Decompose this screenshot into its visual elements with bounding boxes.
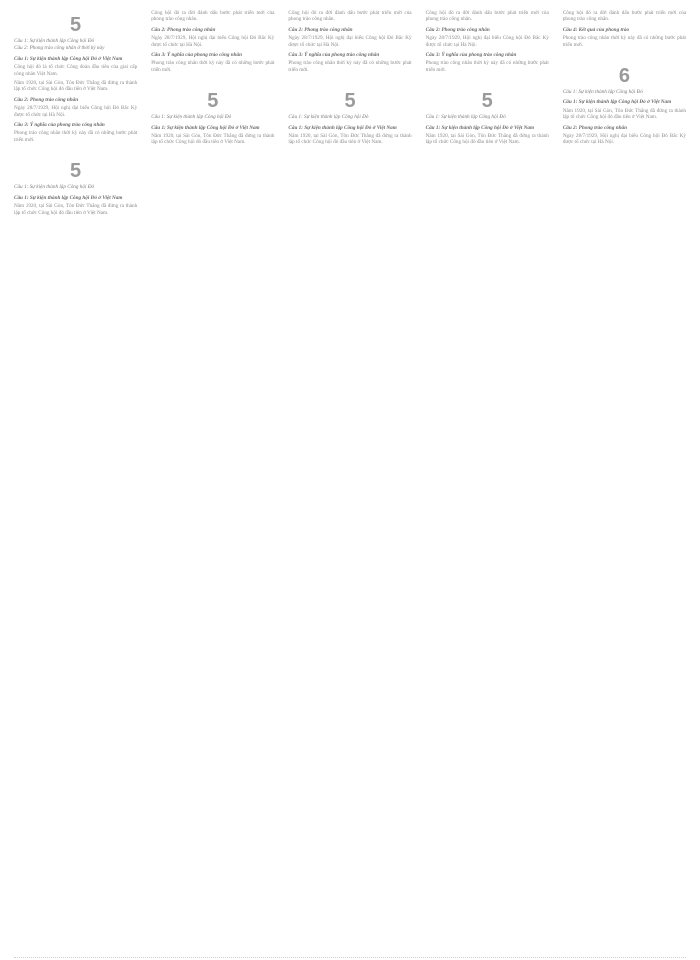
section-heading: Câu 1: Sự kiện thành lập Công hội Đỏ ở Việt Nam [151, 124, 260, 131]
section-number: 5 [481, 90, 493, 113]
paragraph: Ngày 28/7/1929, Hội nghị đại biểu Công hội Đỏ Bắc Kỳ được tổ chức tại Hà Nội. [14, 105, 138, 118]
paragraph: Năm 1920, tại Sài Gòn, Tôn Đức Thắng đã đứng ra thành lập tổ chức Công hội đỏ đầu tiên ở Việt Nam. [14, 80, 138, 93]
section-heading: Câu 1: Sự kiện thành lập Công hội Đỏ ở Việt Nam [425, 124, 534, 131]
paragraph: Công hội đỏ ra đời đánh dấu bước phát triển mới của phong trào công nhân. [288, 10, 412, 23]
paragraph: Công hội đỏ ra đời đánh dấu bước phát triển mới của phong trào công nhân. [151, 10, 275, 23]
paragraph: Phong trào công nhân thời kỳ này đã có những bước phát triển mới. [14, 130, 138, 143]
question-line: Câu 2: Phong trào công nhân ở thời kỳ này [14, 45, 105, 52]
section-heading: Câu 3: Ý nghĩa của phong trào công nhân [14, 122, 105, 129]
section-heading: Câu 2: Phong trào công nhân [288, 26, 353, 33]
section-number: 5 [70, 14, 82, 36]
paragraph: Ngày 28/7/1929, Hội nghị đại biểu Công hội Đỏ Bắc Kỳ được tổ chức tại Hà Nội. [562, 133, 687, 146]
paragraph: Công hội đỏ là tổ chức Công đoàn đầu tiên của giai cấp công nhân Việt Nam. [14, 64, 138, 77]
text-column-2 [151, 10, 274, 960]
paragraph: Năm 1920, tại Sài Gòn, Tôn Đức Thắng đã đứng ra thành lập tổ chức Công hội đỏ đầu tiên ở Việt Nam. [425, 133, 549, 146]
page-divider [14, 957, 686, 958]
section-number: 6 [618, 65, 630, 88]
section-heading: Câu 3: Ý nghĩa của phong trào công nhân [151, 52, 243, 59]
question-line: Câu 1: Sự kiện thành lập Công hội Đỏ [14, 184, 95, 191]
paragraph: Năm 1920, tại Sài Gòn, Tôn Đức Thắng đã đứng ra thành lập tổ chức Công hội đỏ đầu tiên ở Việt Nam. [288, 133, 412, 146]
section-heading: Câu 1: Sự kiện thành lập Công hội Đỏ ở Việt Nam [562, 99, 672, 106]
paragraph: Phong trào công nhân thời kỳ này đã có những bước phát triển mới. [288, 60, 412, 73]
section-heading: Câu 4: Kết quả của phong trào [562, 26, 630, 33]
question-line: Câu 1: Sự kiện thành lập Công hội Đỏ [14, 38, 95, 44]
text-column-5 [563, 10, 686, 960]
section-heading: Câu 2: Phong trào công nhân [151, 26, 216, 33]
paragraph: Phong trào công nhân thời kỳ này đã có những bước phát triển mới. [151, 60, 275, 73]
paragraph: Năm 1920, tại Sài Gòn, Tôn Đức Thắng đã đứng ra thành lập tổ chức Công hội đỏ đầu tiên ở Việt Nam. [14, 203, 138, 216]
text-column-3 [288, 10, 411, 960]
section-heading: Câu 2: Phong trào công nhân [14, 96, 79, 103]
section-heading: Câu 1: Sự kiện thành lập Công hội Đỏ ở Việt Nam [14, 55, 123, 62]
question-line: Câu 1: Sự kiện thành lập Công hội Đỏ [288, 114, 369, 121]
section-heading: Câu 2: Phong trào công nhân [562, 124, 627, 131]
paragraph: Công hội đỏ ra đời đánh dấu bước phát triển mới của phong trào công nhân. [562, 10, 687, 23]
section-number: 5 [207, 90, 219, 113]
question-line: Câu 1: Sự kiện thành lập Công hội Đỏ [151, 114, 232, 121]
question-line: Câu 1: Sự kiện thành lập Công hội Đỏ [562, 89, 643, 96]
section-heading: Câu 1: Sự kiện thành lập Công hội Đỏ ở Việt Nam [288, 124, 397, 131]
paragraph: Ngày 28/7/1929, Hội nghị đại biểu Công hội Đỏ Bắc Kỳ được tổ chức tại Hà Nội. [288, 35, 412, 48]
section-heading: Câu 1: Sự kiện thành lập Công hội Đỏ ở Việt Nam [14, 194, 123, 201]
paragraph: Năm 1920, tại Sài Gòn, Tôn Đức Thắng đã đứng ra thành lập tổ chức Công hội đỏ đầu tiên ở Việt Nam. [151, 133, 275, 146]
section-number: 5 [344, 90, 356, 113]
paragraph: Phong trào công nhân thời kỳ này đã có những bước phát triển mới. [425, 60, 549, 73]
paragraph: Phong trào công nhân thời kỳ này đã có những bước phát triển mới. [562, 35, 687, 48]
paragraph: Công hội đỏ ra đời đánh dấu bước phát triển mới của phong trào công nhân. [425, 10, 549, 23]
paragraph: Năm 1920, tại Sài Gòn, Tôn Đức Thắng đã đứng ra thành lập tổ chức Công hội đỏ đầu tiên ở Việt Nam. [562, 107, 687, 121]
text-column-1 [14, 10, 137, 960]
section-heading: Câu 3: Ý nghĩa của phong trào công nhân [288, 52, 380, 59]
question-line: Câu 1: Sự kiện thành lập Công hội Đỏ [425, 114, 506, 121]
text-column-4 [426, 10, 549, 960]
section-heading: Câu 2: Phong trào công nhân [425, 26, 490, 33]
paragraph: Ngày 28/7/1929, Hội nghị đại biểu Công hội Đỏ Bắc Kỳ được tổ chức tại Hà Nội. [151, 35, 275, 48]
paragraph: Ngày 28/7/1929, Hội nghị đại biểu Công hội Đỏ Bắc Kỳ được tổ chức tại Hà Nội. [425, 35, 549, 48]
section-number: 5 [70, 160, 82, 183]
section-heading: Câu 3: Ý nghĩa của phong trào công nhân [425, 52, 517, 59]
